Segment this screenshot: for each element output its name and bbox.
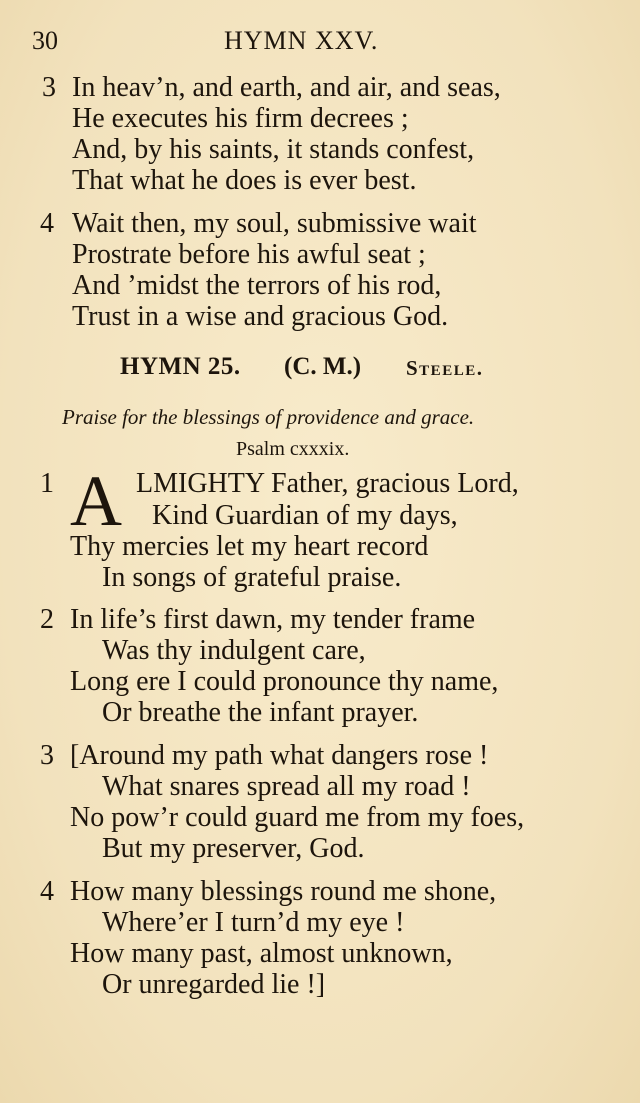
verse-line: No pow’r could guard me from my foes, [70, 802, 525, 833]
verse-line: Where’er I turn’d my eye ! [102, 907, 405, 938]
verse-line: In heav’n, and earth, and air, and seas, [72, 72, 501, 103]
hymn-subtitle: Praise for the blessings of providence and grace. [62, 405, 475, 429]
stanza-number: 3 [40, 740, 54, 771]
hymn-psalm-reference: Psalm cxxxix. [236, 438, 350, 460]
verse-line: In life’s first dawn, my tender frame [70, 604, 476, 635]
verse-line: How many blessings round me shone, [70, 876, 497, 907]
drop-cap: A [70, 461, 122, 541]
verse-line: [Around my path what dangers rose ! [70, 740, 489, 771]
hymn-title: HYMN 25. [120, 353, 241, 380]
verse-line: And ’midst the terrors of his rod, [72, 270, 442, 301]
verse-line: How many past, almost unknown, [70, 938, 453, 969]
verse-line: Long ere I could pronounce thy name, [70, 666, 499, 697]
stanza-number: 1 [40, 468, 54, 499]
verse-line: What snares spread all my road ! [102, 771, 471, 802]
verse-line: In songs of grateful praise. [102, 562, 402, 593]
verse-line: Wait then, my soul, submissive wait [72, 208, 477, 239]
verse-line: That what he does is ever best. [72, 165, 417, 196]
hymn-author: Steele. [406, 356, 484, 380]
verse-line: Prostrate before his awful seat ; [72, 239, 426, 270]
verse-line: But my preserver, God. [102, 833, 365, 864]
stanza-number: 4 [40, 876, 54, 907]
page-number: 30 [32, 26, 58, 55]
verse-line: Thy mercies let my heart record [70, 531, 429, 562]
verse-line: Was thy indulgent care, [102, 635, 366, 666]
verse-line: Trust in a wise and gracious God. [72, 301, 449, 332]
stanza-number: 4 [40, 208, 54, 239]
verse-line: He executes his firm decrees ; [72, 103, 409, 134]
verse-line: Or unregarded lie !] [102, 969, 326, 1000]
stanza-number: 3 [42, 72, 56, 103]
verse-line: Or breathe the infant prayer. [102, 697, 419, 728]
verse-line: Kind Guardian of my days, [152, 500, 458, 531]
verse-line: LMIGHTY Father, gracious Lord, [136, 468, 519, 499]
running-head: HYMN XXV. [224, 26, 379, 55]
stanza-number: 2 [40, 604, 54, 635]
hymn-meter: (C. M.) [284, 353, 362, 380]
verse-line: And, by his saints, it stands confest, [72, 134, 475, 165]
